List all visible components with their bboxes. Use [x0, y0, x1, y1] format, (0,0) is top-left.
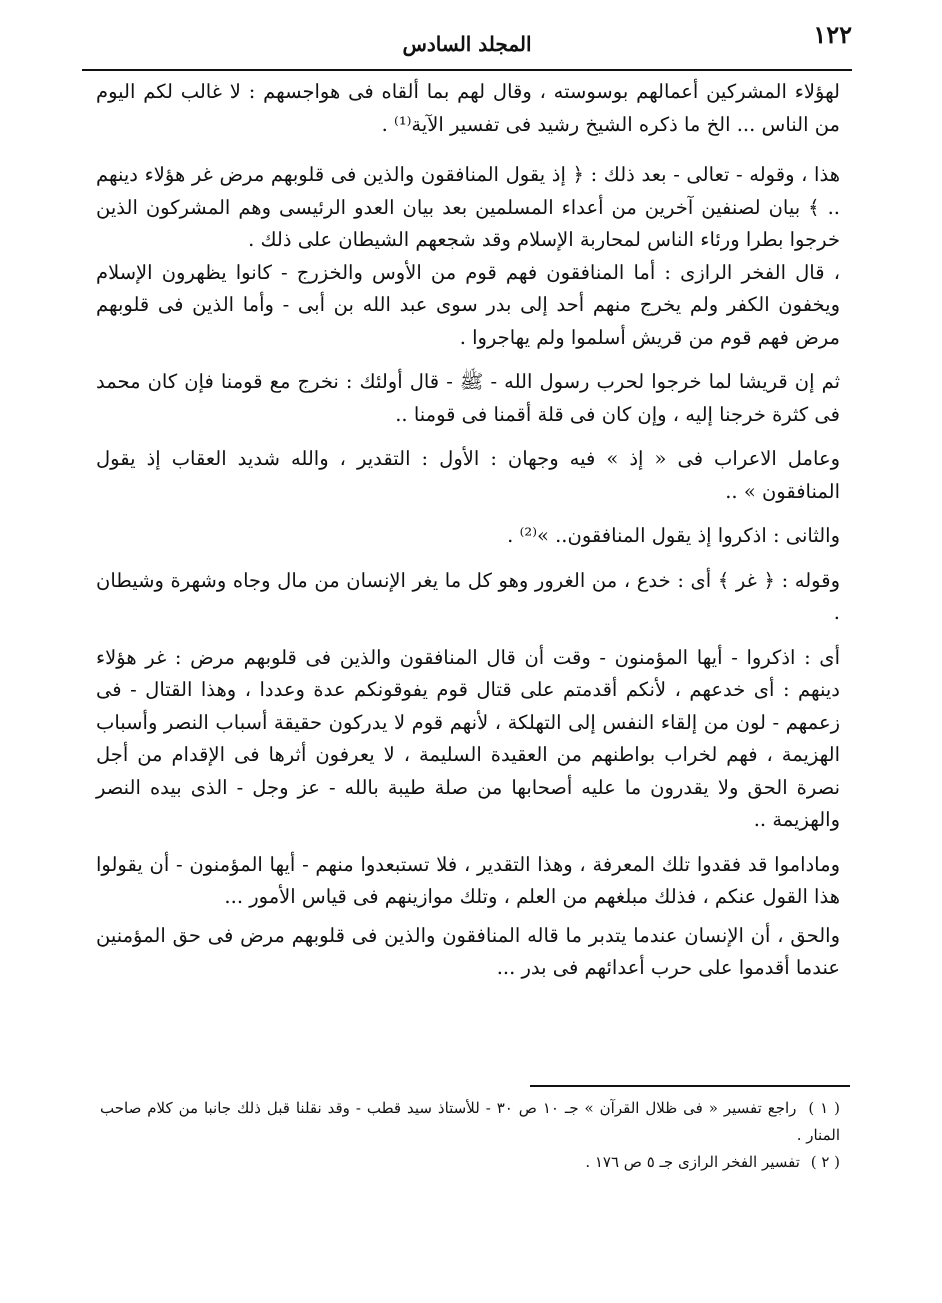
paragraph: ثم إن قريشا لما خرجوا لحرب رسول الله - ﷺ - قال أولئك : نخرج مع قومنا فإن كان محمد فى كثرة خرجنا إليه ، وإن كان فى قلة أقمنا فى قومنا ..: [96, 370, 840, 426]
paragraph: هذا ، وقوله - تعالى - بعد ذلك : ﴿ إذ يقول المنافقون والذين فى قلوبهم مرض غر هؤلاء دينهم .. ﴾ بيان لصنفين آخرين من أعداء المسلمين بعد بيان العدو الرئيسى وهم المشركون الذين خرجوا بطرا ورئاء الناس لمحاربة الإسلام وقد شجعهم الشيطان على ذلك .: [96, 163, 840, 251]
page-number: ١٢٢: [813, 20, 852, 49]
footnote-text: تفسير الفخر الرازى جـ ٥ ص ١٧٦ .: [585, 1153, 800, 1171]
paragraph: وقوله : ﴿ غر ﴾ أى : خدع ، من الغرور وهو كل ما يغر الإنسان من مال وجاه وشهرة وشيطان .: [96, 568, 840, 624]
paragraph: ، قال الفخر الرازى : أما المنافقون فهم قوم من الأوس والخزرج - كانوا يظهرون الإسلام ويخفون الكفر ولم يخرج منهم أحد إلى بدر سوى عبد الله بن أبى - وأما الذين فى قلوبهم مرض فهم قوم من قريش أسلموا ولم يهاجروا .: [96, 260, 840, 349]
footnote-text: راجع تفسير « فى ظلال القرآن » جـ ١٠ ص ٣٠ - للأستاذ سيد قطب - وقد نقلنا قبل ذلك جانبا من كلام صاحب المنار .: [100, 1099, 840, 1144]
paragraph: والثانى : اذكروا إذ يقول المنافقون.. »⁽²⁾ .: [507, 524, 840, 547]
paragraph: أى : اذكروا - أيها المؤمنون - وقت أن قال المنافقون والذين فى قلوبهم مرض : غر هؤلاء دينهم : أى خدعهم ، لأنكم أقدمتم على قتال قوم يفوقونكم عدة وعددا ، وهذا القتال - فى زعمهم - لون من إلقاء النفس إلى التهلكة ، لأنهم قوم لا يدركون حقيقة أسباب النصر وأسباب الهزيمة ، فهم لخراب بواطنهم من العقيدة السليمة ، لا يعرفون أثرها فى الإقدام من أجل نصرة الحق ولا يقدرون ما عليه أصحابها من صلة طيبة بالله - عز وجل - الذى بيده النصر والهزيمة ..: [96, 645, 840, 831]
footnote-divider: [530, 1085, 850, 1087]
footnote-label: ( ٢ ): [810, 1153, 840, 1171]
footnote: [100, 1149, 840, 1176]
main-text: [96, 76, 840, 985]
paragraph: والحق ، أن الإنسان عندما يتدبر ما قاله المنافقون والذين فى قلوبهم مرض فى حق المؤمنين عندما أقدموا على حرب أعدائهم فى بدر ...: [96, 923, 840, 979]
running-title: المجلد السادس: [402, 32, 532, 56]
footnote-label: ( ١ ): [808, 1099, 840, 1117]
page-header: [82, 18, 852, 68]
paragraph: وعامل الاعراب فى « إذ » فيه وجهان : الأول : التقدير ، والله شديد العقاب إذ يقول المنافقون » ..: [96, 447, 840, 503]
paragraph: وماداموا قد فقدوا تلك المعرفة ، وهذا التقدير ، فلا تستبعدوا منهم - أيها المؤمنون - أن يقولوا هذا القول عنكم ، فذلك مبلغهم من العلم ، وتلك موازينهم فى قياس الأمور ...: [96, 852, 840, 908]
footnote: [100, 1095, 840, 1149]
paragraph: لهؤلاء المشركين أعمالهم بوسوسته ، وقال لهم بما ألقاه فى هواجسهم : لا غالب لكم اليوم من الناس ... الخ ما ذكره الشيخ رشيد فى تفسير الآية⁽¹⁾ .: [96, 80, 841, 136]
footnotes: [100, 1095, 840, 1176]
header-divider: [82, 69, 852, 71]
